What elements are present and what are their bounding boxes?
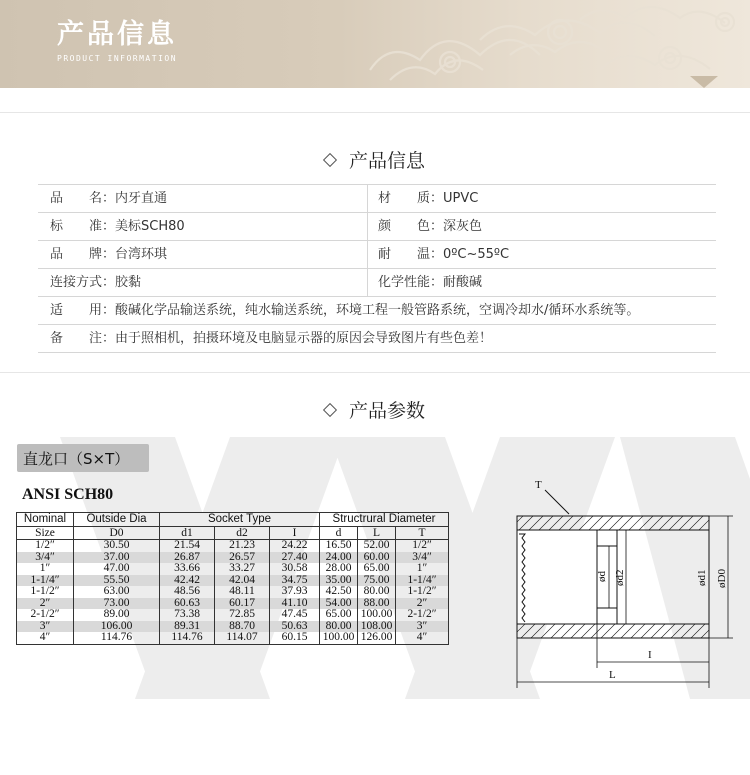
table-cell: 52.00: [358, 540, 396, 552]
info-key: 标 准：: [50, 219, 116, 234]
info-key: 颜 色：: [378, 219, 444, 234]
table-cell: 88.00: [358, 598, 396, 610]
table-cell: 1-1/4″: [396, 575, 449, 587]
table-header-row: [17, 513, 449, 527]
table-cell: 2-1/2″: [396, 609, 449, 621]
table-cell: 1/2″: [396, 540, 449, 552]
info-value: 由于照相机，拍摄环境及电脑显示器的原因会导致图片有些色差！: [115, 331, 493, 346]
table-cell: 30.58: [270, 563, 320, 575]
table-cell: 2″: [17, 598, 74, 610]
table-cell: 34.75: [270, 575, 320, 587]
header-cell: Nominal: [17, 513, 74, 527]
table-row: [17, 609, 449, 621]
diamond-icon: [323, 152, 337, 166]
table-cell: 89.31: [160, 621, 215, 633]
table-cell: 41.10: [270, 598, 320, 610]
info-key: 适 用：: [50, 303, 116, 318]
header-cell: Structrural Diameter: [320, 513, 449, 527]
info-row: [38, 213, 716, 241]
diameter-d1-label: ød1: [696, 569, 708, 586]
info-value: 胶黏: [115, 275, 142, 290]
table-cell: 42.04: [215, 575, 270, 587]
table-row: [17, 632, 449, 644]
subheader-cell: Size: [17, 527, 74, 540]
thread-label: T: [535, 479, 542, 491]
table-cell: 55.50: [74, 575, 160, 587]
subheader-cell: T: [396, 527, 449, 540]
table-cell: 60.15: [270, 632, 320, 644]
table-cell: 48.11: [215, 586, 270, 598]
table-cell: 50.63: [270, 621, 320, 633]
banner-subtitle: PRODUCT INFORMATION: [57, 54, 178, 63]
info-section-title: [0, 146, 750, 173]
subheader-cell: D0: [74, 527, 160, 540]
table-cell: 2-1/2″: [17, 609, 74, 621]
table-cell: 80.00: [358, 586, 396, 598]
table-row: [17, 563, 449, 575]
table-cell: 65.00: [320, 609, 358, 621]
table-cell: 1-1/2″: [17, 586, 74, 598]
table-cell: 73.00: [74, 598, 160, 610]
table-cell: 42.42: [160, 575, 215, 587]
info-row: [38, 269, 716, 297]
info-key: 材 质：: [378, 191, 444, 206]
table-cell: 89.00: [74, 609, 160, 621]
params-section-title-text: 产品参数: [348, 400, 425, 422]
info-value: 0ºC~55ºC: [443, 247, 510, 262]
info-value: 美标SCH80: [115, 219, 185, 234]
type-tag-label: 直龙口（S×T）: [23, 450, 130, 468]
table-cell: 72.85: [215, 609, 270, 621]
table-cell: 60.17: [215, 598, 270, 610]
info-column-divider: [367, 184, 368, 293]
table-cell: 4″: [17, 632, 74, 644]
subheader-cell: d2: [215, 527, 270, 540]
info-key: 化学性能：: [378, 275, 444, 290]
info-value: 台湾环琪: [115, 247, 168, 262]
table-cell: 16.50: [320, 540, 358, 552]
table-cell: 1″: [17, 563, 74, 575]
diameter-d0-label: øD0: [716, 569, 728, 588]
params-section-title: [0, 396, 750, 423]
socket-length-label: I: [648, 649, 652, 661]
table-cell: 108.00: [358, 621, 396, 633]
table-cell: 54.00: [320, 598, 358, 610]
table-cell: 3/4″: [396, 552, 449, 564]
total-length-label: L: [609, 669, 616, 681]
table-cell: 106.00: [74, 621, 160, 633]
banner-title: 产品信息: [57, 19, 177, 50]
subheader-cell: L: [358, 527, 396, 540]
table-cell: 1″: [396, 563, 449, 575]
info-key: 备 注：: [50, 331, 116, 346]
table-cell: 114.07: [215, 632, 270, 644]
info-value: 深灰色: [443, 219, 483, 234]
diamond-icon: [323, 402, 337, 416]
table-cell: 48.56: [160, 586, 215, 598]
table-cell: 1/2″: [17, 540, 74, 552]
standard-label: ANSI SCH80: [22, 486, 114, 503]
table-cell: 126.00: [358, 632, 396, 644]
table-cell: 63.00: [74, 586, 160, 598]
table-cell: 73.38: [160, 609, 215, 621]
table-cell: 24.00: [320, 552, 358, 564]
spec-table-body: [17, 540, 449, 645]
table-cell: 24.22: [270, 540, 320, 552]
table-cell: 75.00: [358, 575, 396, 587]
info-row: [38, 184, 716, 213]
diameter-d-label: ød: [596, 571, 608, 582]
table-cell: 21.54: [160, 540, 215, 552]
table-cell: 3/4″: [17, 552, 74, 564]
table-cell: 26.87: [160, 552, 215, 564]
table-cell: 1-1/2″: [396, 586, 449, 598]
table-cell: 65.00: [358, 563, 396, 575]
table-cell: 88.70: [215, 621, 270, 633]
table-cell: 21.23: [215, 540, 270, 552]
subheader-cell: d: [320, 527, 358, 540]
info-value: 内牙直通: [115, 191, 168, 206]
header-banner: [0, 0, 750, 88]
info-key: 连接方式：: [50, 275, 116, 290]
info-key: 品 名：: [50, 191, 116, 206]
table-cell: 30.50: [74, 540, 160, 552]
table-cell: 27.40: [270, 552, 320, 564]
table-cell: 33.27: [215, 563, 270, 575]
table-cell: 37.00: [74, 552, 160, 564]
divider: [0, 372, 750, 373]
table-subheader-row: [17, 527, 449, 540]
table-cell: 100.00: [358, 609, 396, 621]
info-row-full: [38, 297, 716, 325]
table-cell: 114.76: [160, 632, 215, 644]
diameter-d2-label: ød2: [614, 569, 626, 586]
info-key: 品 牌：: [50, 247, 116, 262]
table-row: [17, 586, 449, 598]
info-key: 耐 温：: [378, 247, 444, 262]
divider: [0, 112, 750, 113]
table-cell: 33.66: [160, 563, 215, 575]
subheader-cell: d1: [160, 527, 215, 540]
table-cell: 47.45: [270, 609, 320, 621]
cloud-pattern-icon: [330, 0, 750, 88]
table-cell: 2″: [396, 598, 449, 610]
table-row: [17, 540, 449, 552]
subheader-cell: I: [270, 527, 320, 540]
table-cell: 4″: [396, 632, 449, 644]
info-value: UPVC: [443, 191, 479, 206]
table-cell: 47.00: [74, 563, 160, 575]
table-cell: 3″: [17, 621, 74, 633]
info-row: [38, 241, 716, 269]
table-cell: 1-1/4″: [17, 575, 74, 587]
table-cell: 28.00: [320, 563, 358, 575]
table-cell: 37.93: [270, 586, 320, 598]
info-section-title-text: 产品信息: [348, 150, 425, 172]
fitting-cross-section-drawing: [505, 474, 750, 694]
spec-table: [16, 512, 449, 645]
table-cell: 3″: [396, 621, 449, 633]
table-cell: 60.63: [160, 598, 215, 610]
table-cell: 26.57: [215, 552, 270, 564]
table-cell: 35.00: [320, 575, 358, 587]
info-value: 酸碱化学品输送系统，纯水输送系统，环境工程一般管路系统，空调冷却水/循环水系统等。: [115, 303, 640, 318]
table-cell: 80.00: [320, 621, 358, 633]
table-cell: 60.00: [358, 552, 396, 564]
header-cell: Outside Dia: [74, 513, 160, 527]
header-cell: Socket Type: [160, 513, 320, 527]
info-row-full: [38, 325, 716, 353]
product-info-table: [38, 184, 716, 353]
table-cell: 114.76: [74, 632, 160, 644]
table-cell: 42.50: [320, 586, 358, 598]
table-cell: 100.00: [320, 632, 358, 644]
info-value: 耐酸碱: [443, 275, 483, 290]
